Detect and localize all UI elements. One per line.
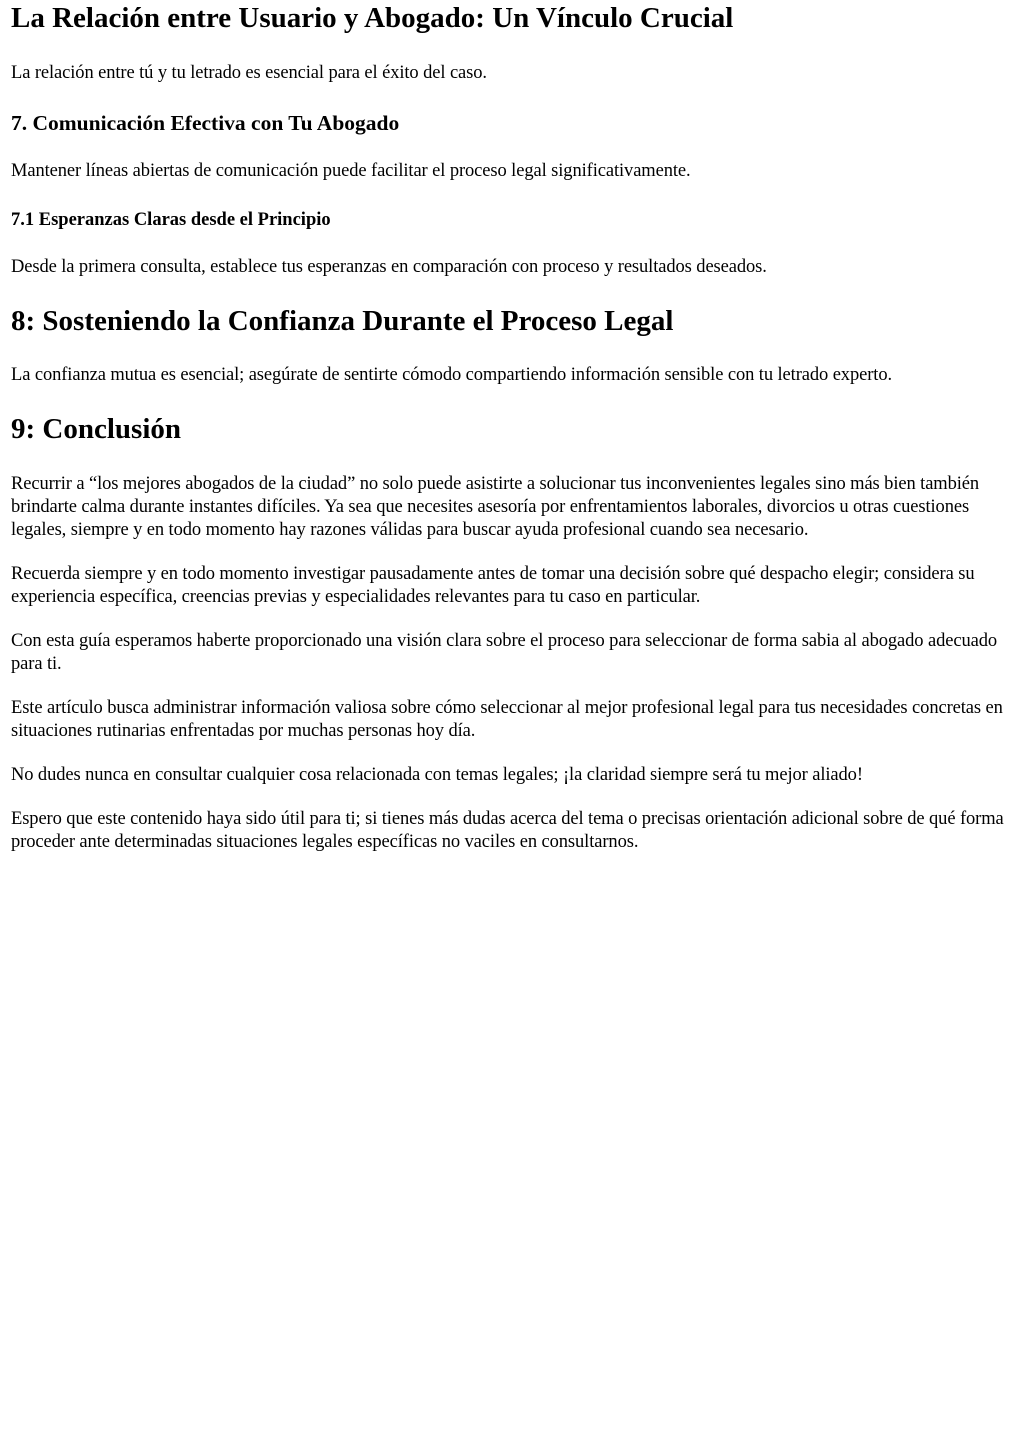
conclusion-paragraph: Este artículo busca administrar información valiosa sobre cómo seleccionar al mejor profesional legal para tus necesidades concretas en situaciones rutinarias enfrentadas por muchas personas hoy día. <box>11 698 1003 741</box>
article <box>0 1 1024 854</box>
conclusion-paragraph: No dudes nunca en consultar cualquier cosa relacionada con temas legales; ¡la claridad siempre será tu mejor aliado! <box>11 765 863 785</box>
section-9-heading: 9: Conclusión <box>11 413 182 445</box>
intro-paragraph: La relación entre tú y tu letrado es esencial para el éxito del caso. <box>11 63 487 83</box>
article-title: La Relación entre Usuario y Abogado: Un Vínculo Crucial <box>11 2 734 34</box>
section-7-1-paragraph: Desde la primera consulta, establece tus esperanzas en comparación con proceso y resultados deseados. <box>11 257 767 277</box>
conclusion-paragraph: Recuerda siempre y en todo momento investigar pausadamente antes de tomar una decisión sobre qué despacho elegir; considera su experiencia específica, creencias previas y especialidades relevantes para tu caso en particular. <box>11 564 975 607</box>
conclusion-paragraph: Espero que este contenido haya sido útil para ti; si tienes más dudas acerca del tema o precisas orientación adicional sobre de qué forma proceder ante determinadas situaciones legales específicas no vaciles en consultarnos. <box>11 809 1004 852</box>
conclusion-paragraph: Recurrir a “los mejores abogados de la ciudad” no solo puede asistirte a solucionar tus inconvenientes legales sino más bien también brindarte calma durante instantes difíciles. Ya sea que necesites asesoría por enfrentamientos laborales, divorcios u otras cuestiones legales, siempre y en todo momento hay razones válidas para buscar ayuda profesional cuando sea necesario. <box>11 474 980 540</box>
section-7-heading: 7. Comunicación Efectiva con Tu Abogado <box>11 111 400 135</box>
conclusion-paragraph: Con esta guía esperamos haberte proporcionado una visión clara sobre el proceso para seleccionar de forma sabia al abogado adecuado para ti. <box>11 631 998 674</box>
section-8-heading: 8: Sosteniendo la Confianza Durante el Proceso Legal <box>11 305 674 337</box>
section-8-paragraph: La confianza mutua es esencial; asegúrate de sentirte cómodo compartiendo información sensible con tu letrado experto. <box>11 365 892 385</box>
section-7-paragraph: Mantener líneas abiertas de comunicación puede facilitar el proceso legal significativamente. <box>11 161 691 181</box>
section-7-1-heading: 7.1 Esperanzas Claras desde el Principio <box>11 210 331 230</box>
